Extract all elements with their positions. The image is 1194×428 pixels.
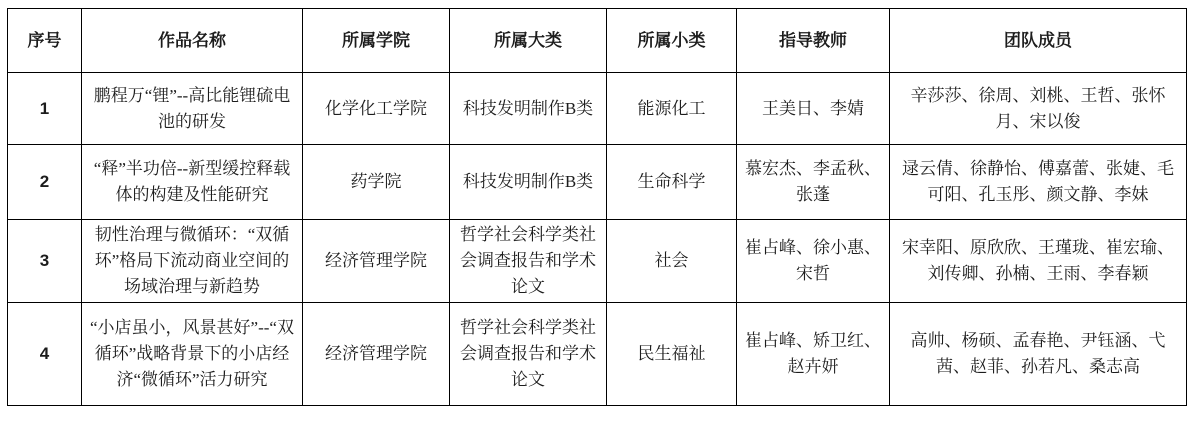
table-row [8,303,1187,406]
cell-teachers: 慕宏杰、李孟秋、张蓬 [737,145,890,220]
cell-category: 科技发明制作B类 [450,73,607,145]
cell-title: 鹏程万“锂”--高比能锂硫电池的研发 [82,73,303,145]
cell-teachers: 王美日、李婧 [737,73,890,145]
col-header-members: 团队成员 [890,9,1187,73]
col-header-college: 所属学院 [303,9,450,73]
cell-members: 宋幸阳、原欣欣、王瑾珑、崔宏瑜、刘传卿、孙楠、王雨、李春颖 [890,220,1187,303]
cell-category: 科技发明制作B类 [450,145,607,220]
cell-title: “释”半功倍--新型缓控释载体的构建及性能研究 [82,145,303,220]
col-header-num: 序号 [8,9,82,73]
cell-title: 韧性治理与微循环：“双循环”格局下流动商业空间的场域治理与新趋势 [82,220,303,303]
cell-num: 4 [8,303,82,406]
cell-subcategory: 能源化工 [607,73,737,145]
col-header-category: 所属大类 [450,9,607,73]
cell-members: 逯云倩、徐静怡、傅嘉蕾、张婕、毛可阳、孔玉彤、颜文静、李妹 [890,145,1187,220]
cell-title: “小店虽小，风景甚好”--“双循环”战略背景下的小店经济“微循环”活力研究 [82,303,303,406]
cell-members: 高帅、杨硕、孟春艳、尹钰涵、弋茜、赵菲、孙若凡、桑志高 [890,303,1187,406]
cell-teachers: 崔占峰、矫卫红、赵卉妍 [737,303,890,406]
header-row [8,9,1187,73]
cell-category: 哲学社会科学类社会调查报告和学术论文 [450,303,607,406]
cell-num: 3 [8,220,82,303]
cell-college: 化学化工学院 [303,73,450,145]
col-header-subcategory: 所属小类 [607,9,737,73]
cell-teachers: 崔占峰、徐小惠、宋哲 [737,220,890,303]
table-row [8,73,1187,145]
cell-subcategory: 社会 [607,220,737,303]
cell-college: 药学院 [303,145,450,220]
cell-category: 哲学社会科学类社会调查报告和学术论文 [450,220,607,303]
table-row [8,145,1187,220]
projects-table [7,8,1187,406]
cell-college: 经济管理学院 [303,220,450,303]
col-header-teachers: 指导教师 [737,9,890,73]
cell-num: 1 [8,73,82,145]
cell-subcategory: 生命科学 [607,145,737,220]
cell-college: 经济管理学院 [303,303,450,406]
cell-members: 辛莎莎、徐周、刘桃、王哲、张怀月、宋以俊 [890,73,1187,145]
cell-subcategory: 民生福祉 [607,303,737,406]
table-row [8,220,1187,303]
col-header-title: 作品名称 [82,9,303,73]
cell-num: 2 [8,145,82,220]
